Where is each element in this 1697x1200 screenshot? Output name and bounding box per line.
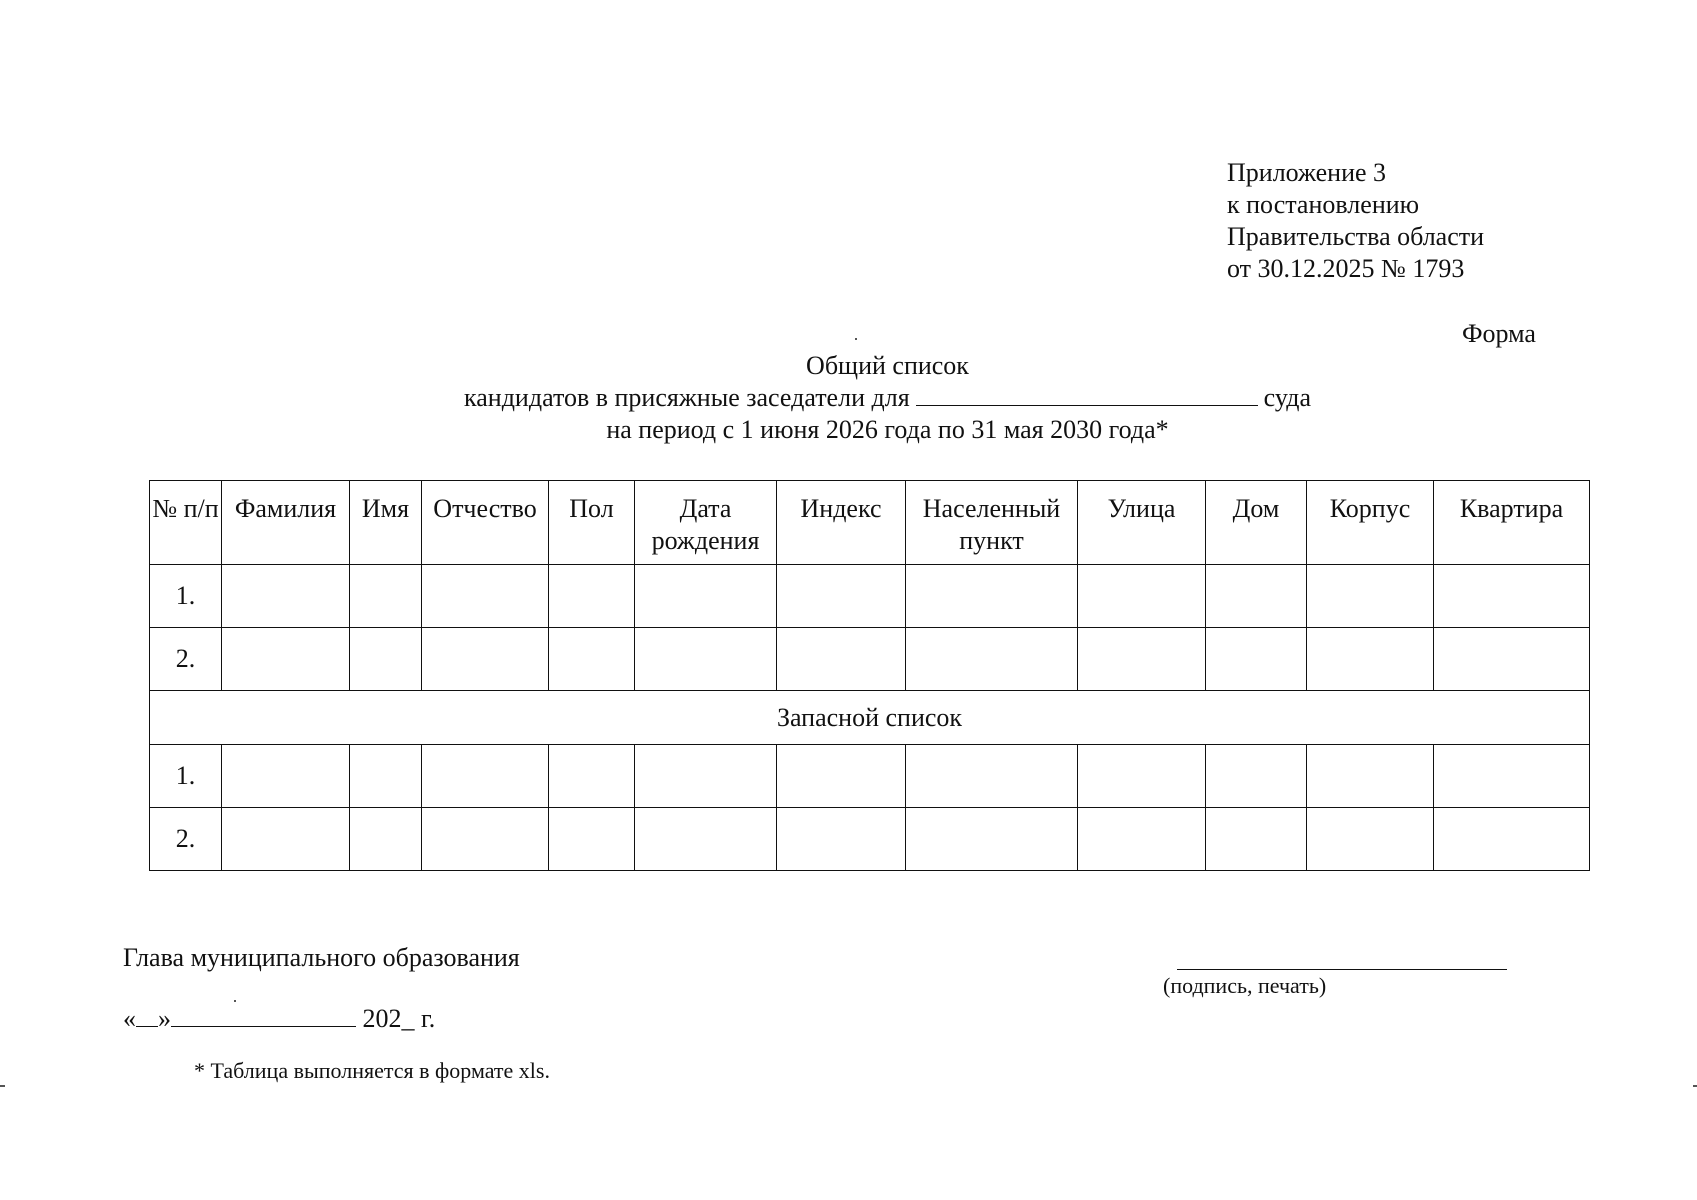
header-cell-surname: Фамилия (222, 481, 350, 565)
table-cell[interactable] (777, 565, 906, 628)
table-row (150, 628, 1590, 691)
row-number: 1. (150, 745, 222, 808)
table-cell[interactable] (1078, 565, 1206, 628)
table-cell[interactable] (1434, 745, 1590, 808)
appendix-block (1227, 157, 1484, 285)
scan-speck (0, 1085, 5, 1087)
appendix-line: Правительства области (1227, 222, 1485, 251)
scan-speck (855, 338, 857, 340)
header-cell-locality: Населенный пункт (906, 481, 1078, 565)
appendix-line: Приложение 3 (1227, 158, 1387, 187)
table-cell[interactable] (1206, 745, 1307, 808)
candidates-table (149, 480, 1590, 871)
row-number: 2. (150, 628, 222, 691)
date-line (123, 1003, 435, 1035)
table-header-row (150, 481, 1590, 565)
table-cell[interactable] (1307, 745, 1434, 808)
table-cell[interactable] (777, 745, 906, 808)
table-cell[interactable] (906, 808, 1078, 871)
table-cell[interactable] (549, 745, 635, 808)
header-cell-street: Улица (1078, 481, 1206, 565)
municipal-head-label: Глава муниципального образования (123, 943, 520, 972)
title-line-3: на период с 1 июня 2026 года по 31 мая 2030 года* (606, 415, 1169, 444)
row-number: 1. (150, 565, 222, 628)
table-cell[interactable] (549, 565, 635, 628)
reserve-header-row (150, 691, 1590, 745)
table-cell[interactable] (422, 745, 549, 808)
table-cell[interactable] (1206, 808, 1307, 871)
table-cell[interactable] (777, 628, 906, 691)
table-cell[interactable] (422, 628, 549, 691)
table-cell[interactable] (906, 745, 1078, 808)
table-cell[interactable] (1078, 628, 1206, 691)
table-cell[interactable] (1078, 808, 1206, 871)
header-cell-name: Имя (350, 481, 422, 565)
table-cell[interactable] (222, 808, 350, 871)
header-cell-birthdate: Дата рождения (635, 481, 777, 565)
table-cell[interactable] (1434, 565, 1590, 628)
table-cell[interactable] (635, 745, 777, 808)
signature-note: (подпись, печать) (1163, 973, 1327, 998)
table-cell[interactable] (1434, 628, 1590, 691)
form-label: Форма (1462, 319, 1536, 348)
scan-speck (1693, 1085, 1697, 1087)
appendix-line: к постановлению (1227, 190, 1420, 219)
header-cell-postcode: Индекс (777, 481, 906, 565)
title-line-1: Общий список (806, 351, 969, 380)
table-cell[interactable] (906, 565, 1078, 628)
row-number: 2. (150, 808, 222, 871)
signature-line (1177, 969, 1507, 970)
table-cell[interactable] (635, 628, 777, 691)
table-cell[interactable] (422, 808, 549, 871)
table-cell[interactable] (777, 808, 906, 871)
scan-speck (234, 1000, 236, 1002)
header-cell-apartment: Квартира (1434, 481, 1590, 565)
table-cell[interactable] (549, 628, 635, 691)
table-row (150, 565, 1590, 628)
table-cell[interactable] (1307, 628, 1434, 691)
title-line-2-prefix: кандидатов в присяжные заседатели для (464, 383, 910, 412)
table-cell[interactable] (350, 628, 422, 691)
table-cell[interactable] (635, 565, 777, 628)
table-cell[interactable] (635, 808, 777, 871)
month-blank (171, 1004, 356, 1027)
header-cell-house: Дом (1206, 481, 1307, 565)
table-cell[interactable] (350, 808, 422, 871)
table-cell[interactable] (906, 628, 1078, 691)
table-cell[interactable] (222, 745, 350, 808)
appendix-line: от 30.12.2025 № 1793 (1227, 254, 1465, 283)
table-cell[interactable] (222, 628, 350, 691)
table-row (150, 808, 1590, 871)
table-cell[interactable] (1078, 745, 1206, 808)
table-row (150, 745, 1590, 808)
table-cell[interactable] (222, 565, 350, 628)
date-quote-open: « (123, 1004, 136, 1033)
court-name-blank (916, 383, 1258, 406)
footnote: * Таблица выполняется в формате xls. (194, 1058, 550, 1083)
table-cell[interactable] (1307, 808, 1434, 871)
table-cell[interactable] (1434, 808, 1590, 871)
reserve-list-label: Запасной список (150, 691, 1590, 745)
title-line-2 (0, 382, 1697, 414)
day-blank (136, 1004, 158, 1027)
year-text: 202_ г. (362, 1004, 436, 1033)
table-cell[interactable] (1307, 565, 1434, 628)
header-cell-patronymic: Отчество (422, 481, 549, 565)
document-title (0, 350, 1697, 446)
header-cell-building: Корпус (1307, 481, 1434, 565)
table-cell[interactable] (1206, 565, 1307, 628)
header-cell-sex: Пол (549, 481, 635, 565)
header-cell-number: № п/п (150, 481, 222, 565)
table-cell[interactable] (549, 808, 635, 871)
table-cell[interactable] (350, 745, 422, 808)
table-cell[interactable] (1206, 628, 1307, 691)
date-quote-close: » (158, 1004, 171, 1033)
title-line-2-suffix: суда (1263, 383, 1311, 412)
table-cell[interactable] (422, 565, 549, 628)
table-cell[interactable] (350, 565, 422, 628)
